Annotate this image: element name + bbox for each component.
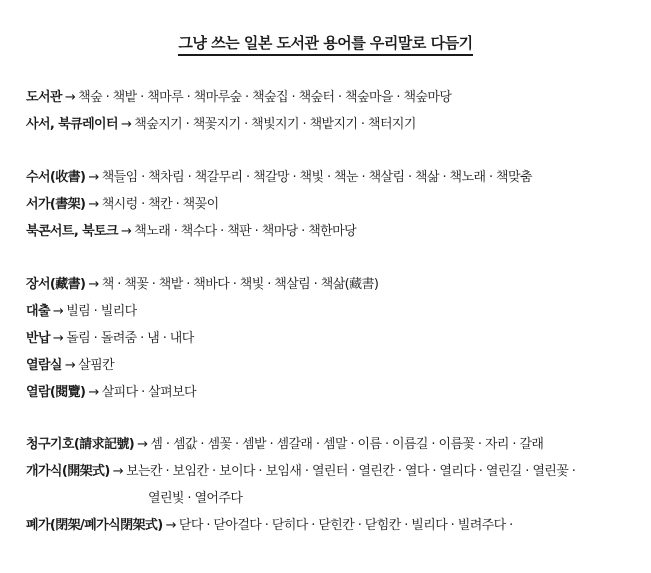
arrow-icon: → [165,518,176,533]
glossary-line [26,170,532,186]
replacement-words: 살피다 · 살펴보다 [101,385,197,400]
glossary-line [26,277,378,293]
term: 개가식(開架式) [26,464,110,479]
glossary-line [26,197,219,213]
glossary-line [26,90,451,106]
replacement-words: 셈 · 셈값 · 셈꽃 · 셈밭 · 셈갈래 · 셈말 · 이름 · 이름길 · 이름꽃 · 자리 · 갈래 [150,437,544,452]
replacement-words: 돌림 · 돌려줌 · 냄 · 내다 [66,331,194,346]
arrow-icon: → [64,90,76,105]
term: 열람(閱覽) [26,385,86,400]
replacement-words: 살핌칸 [78,358,115,373]
replacement-words: 책 · 책꽃 · 책밭 · 책바다 · 책빛 · 책살림 · 책삶(藏書) [101,277,379,292]
glossary-line [26,358,114,374]
term: 수서(收書) [26,170,86,185]
term: 도서관 [26,90,62,105]
replacement-words: 보는칸 · 보임칸 · 보이다 · 보임새 · 열린터 · 열린칸 · 열다 · 열리다 · 열린길 · 열린꽃 · [126,464,576,479]
arrow-icon: → [52,304,64,319]
glossary-line [26,117,416,133]
arrow-icon: → [137,437,148,452]
arrow-icon: → [120,117,132,132]
arrow-icon: → [112,464,124,479]
glossary-line [26,331,194,347]
glossary-line [26,385,196,401]
arrow-icon: → [88,170,99,185]
page-title: 그냥 쓰는 일본 도서관 용어를 우리말로 다듬기 [0,32,651,53]
term: 사서, 북큐레이터 [26,117,118,132]
term: 대출 [26,304,50,319]
replacement-words: 닫다 · 닫아걸다 · 닫히다 · 닫힌칸 · 닫힘칸 · 빌리다 · 빌려주다 · [178,518,513,533]
replacement-words: 책숲지기 · 책꽃지기 · 책빛지기 · 책밭지기 · 책터지기 [134,117,416,132]
glossary-line [26,304,137,320]
replacement-words: 책시렁 · 책칸 · 책꽂이 [101,197,219,212]
term: 북콘서트, 북토크 [26,224,118,239]
glossary-line [26,224,356,240]
term: 폐가(閉架/폐가식閉架式) [26,518,163,533]
replacement-words: 책숲 · 책밭 · 책마루 · 책마루숲 · 책숲집 · 책숲터 · 책숲마을 · 책숲마당 [78,90,452,105]
term: 청구기호(請求記號) [26,437,135,452]
replacement-words: 책들임 · 책차림 · 책갈무리 · 책갈망 · 책빛 · 책눈 · 책살림 · 책삶 · 책노래 · 책맞춤 [101,170,532,185]
glossary-line-continuation [148,491,242,507]
replacement-words: 책노래 · 책수다 · 책판 · 책마당 · 책한마당 [134,224,357,239]
term: 장서(藏書) [26,277,86,292]
arrow-icon: → [52,331,64,346]
replacement-words: 빌림 · 빌리다 [66,304,137,319]
arrow-icon: → [88,277,99,292]
arrow-icon: → [64,358,76,373]
term: 열람실 [26,358,62,373]
glossary-line [26,518,513,534]
arrow-icon: → [88,385,99,400]
glossary-line [26,464,575,480]
term: 반납 [26,331,50,346]
replacement-words: 열린빛 · 열어주다 [148,491,243,506]
term: 서가(書架) [26,197,86,212]
arrow-icon: → [88,197,99,212]
arrow-icon: → [120,224,132,239]
glossary-line [26,437,543,453]
